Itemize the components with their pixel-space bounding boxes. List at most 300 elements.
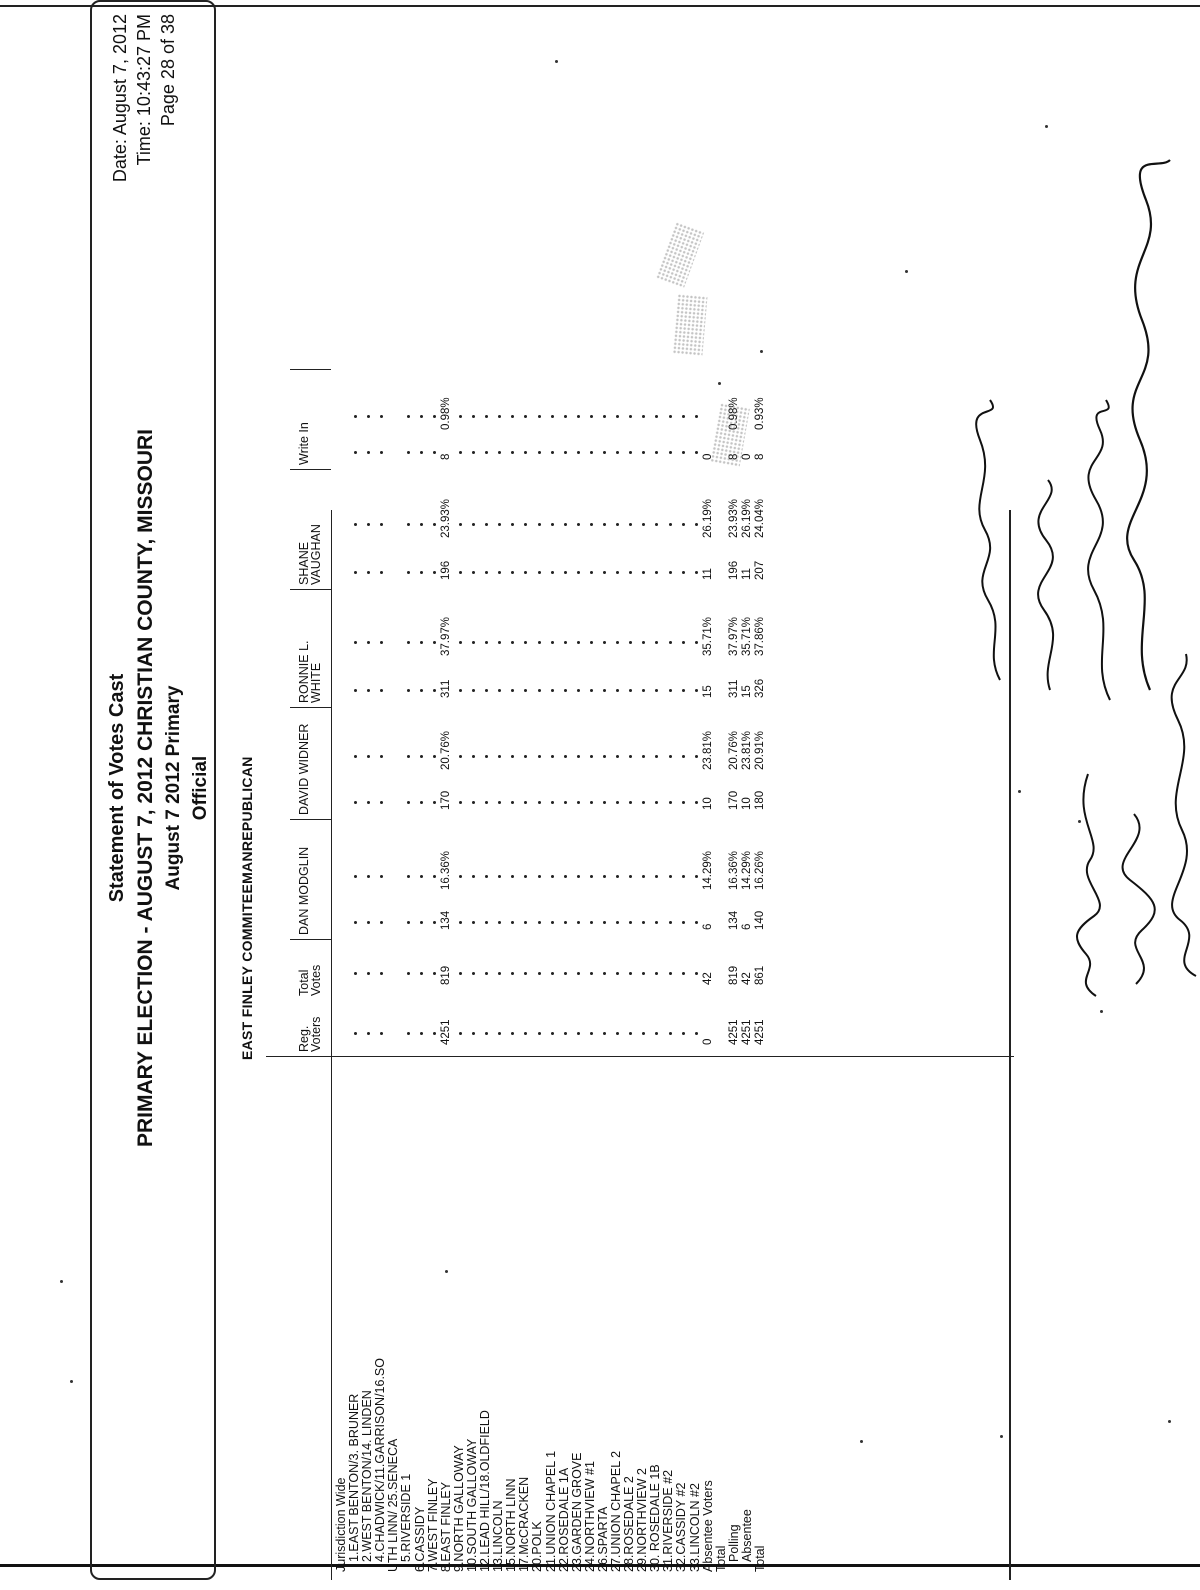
list-item: 8.EAST FINLEY	[438, 1481, 453, 1572]
candidate-votes-cell: 15	[701, 685, 714, 698]
empty-cell-dot	[590, 451, 593, 454]
empty-cell-dot	[511, 641, 514, 644]
election-subtitle: August 7 2012 Primary	[163, 685, 184, 891]
empty-cell-dot	[577, 875, 580, 878]
empty-cell-dot	[564, 571, 567, 574]
empty-cell-dot	[511, 875, 514, 878]
scan-speck	[555, 60, 558, 63]
empty-cell-dot	[577, 451, 580, 454]
empty-cell-dot	[642, 972, 645, 975]
empty-cell-dot	[472, 571, 475, 574]
table-left-rule	[266, 1056, 1014, 1057]
report-header	[90, 0, 216, 1580]
empty-cell-dot	[367, 641, 370, 644]
scan-speck	[860, 1440, 863, 1443]
empty-cell-dot	[380, 571, 383, 574]
empty-cell-dot	[420, 801, 423, 804]
empty-cell-dot	[538, 415, 541, 418]
empty-cell-dot	[629, 1032, 632, 1035]
candidate-votes-cell: 180	[754, 790, 767, 810]
list-item: Absentee Voters	[700, 1480, 715, 1572]
candidate-votes-cell: 170	[439, 790, 452, 810]
empty-cell-dot	[551, 755, 554, 758]
empty-cell-dot	[682, 641, 685, 644]
empty-cell-dot	[354, 571, 357, 574]
empty-cell-dot	[433, 415, 436, 418]
table-bottom-rule	[1009, 510, 1011, 1580]
empty-cell-dot	[577, 523, 580, 526]
empty-cell-dot	[380, 451, 383, 454]
empty-cell-dot	[367, 415, 370, 418]
empty-cell-dot	[682, 451, 685, 454]
empty-cell-dot	[380, 415, 383, 418]
candidate-percent-cell: 35.71%	[701, 616, 714, 656]
empty-cell-dot	[459, 641, 462, 644]
col-divider-5	[290, 469, 331, 470]
empty-cell-dot	[459, 972, 462, 975]
candidate-votes-cell: 196	[728, 560, 740, 580]
empty-cell-dot	[498, 415, 501, 418]
empty-cell-dot	[511, 972, 514, 975]
empty-cell-dot	[354, 801, 357, 804]
empty-cell-dot	[485, 1032, 488, 1035]
candidate-percent-cell: 0.98%	[728, 397, 740, 430]
total-votes-cell: 861	[754, 965, 767, 985]
empty-cell-dot	[603, 755, 606, 758]
empty-cell-dot	[616, 875, 619, 878]
candidate-percent-cell: 23.81%	[741, 730, 754, 770]
list-item: Polling	[726, 1524, 741, 1562]
race-title: EAST FINLEY COMMITEEMANREPUBLICAN	[239, 756, 255, 1060]
empty-cell-dot	[590, 801, 593, 804]
empty-cell-dot	[695, 641, 698, 644]
empty-cell-dot	[682, 523, 685, 526]
empty-cell-dot	[695, 801, 698, 804]
empty-cell-dot	[655, 921, 658, 924]
scan-speck	[1078, 820, 1081, 823]
empty-cell-dot	[420, 689, 423, 692]
report-time: Time: 10:43:27 PM	[134, 14, 154, 166]
empty-cell-dot	[367, 451, 370, 454]
empty-cell-dot	[642, 921, 645, 924]
scan-speck	[445, 1270, 448, 1273]
list-item: 30. ROSEDALE 1B	[648, 1464, 663, 1572]
empty-cell-dot	[511, 415, 514, 418]
empty-cell-dot	[420, 972, 423, 975]
empty-cell-dot	[590, 921, 593, 924]
empty-cell-dot	[485, 972, 488, 975]
empty-cell-dot	[655, 571, 658, 574]
empty-cell-dot	[380, 689, 383, 692]
empty-cell-dot	[603, 1032, 606, 1035]
empty-cell-dot	[354, 523, 357, 526]
empty-cell-dot	[498, 801, 501, 804]
empty-cell-dot	[564, 801, 567, 804]
list-item: Absentee	[739, 1509, 754, 1562]
empty-cell-dot	[629, 415, 632, 418]
empty-cell-dot	[655, 641, 658, 644]
empty-cell-dot	[485, 523, 488, 526]
candidate-percent-cell: 0.98%	[439, 397, 452, 430]
empty-cell-dot	[354, 415, 357, 418]
empty-cell-dot	[655, 875, 658, 878]
candidate-header-write-in: Write In	[297, 422, 311, 465]
empty-cell-dot	[367, 972, 370, 975]
list-item: 1.EAST BENTON/3. BRUNER	[347, 1393, 362, 1562]
empty-cell-dot	[655, 1032, 658, 1035]
empty-cell-dot	[472, 801, 475, 804]
list-item: 22.ROSEDALE 1A	[556, 1467, 571, 1572]
empty-cell-dot	[485, 689, 488, 692]
empty-cell-dot	[498, 755, 501, 758]
list-item: 13.LINCOLN	[491, 1500, 506, 1572]
reg-voters-cell: 4251	[754, 1019, 767, 1045]
candidate-votes-cell: 10	[741, 797, 754, 810]
candidate-percent-cell: 16.36%	[439, 850, 452, 890]
empty-cell-dot	[616, 523, 619, 526]
empty-cell-dot	[564, 641, 567, 644]
empty-cell-dot	[420, 523, 423, 526]
empty-cell-dot	[551, 801, 554, 804]
empty-cell-dot	[564, 875, 567, 878]
empty-cell-dot	[603, 641, 606, 644]
col-divider-3	[290, 707, 331, 708]
empty-cell-dot	[577, 689, 580, 692]
empty-cell-dot	[642, 641, 645, 644]
page-number: Page 28 of 38	[158, 14, 178, 127]
candidate-votes-cell: 196	[439, 560, 452, 580]
empty-cell-dot	[472, 875, 475, 878]
empty-cell-dot	[564, 523, 567, 526]
empty-cell-dot	[433, 755, 436, 758]
empty-cell-dot	[498, 972, 501, 975]
empty-cell-dot	[629, 972, 632, 975]
empty-cell-dot	[433, 451, 436, 454]
empty-cell-dot	[524, 755, 527, 758]
empty-cell-dot	[367, 755, 370, 758]
empty-cell-dot	[420, 415, 423, 418]
candidate-percent-cell: 20.76%	[728, 730, 740, 770]
empty-cell-dot	[472, 689, 475, 692]
empty-cell-dot	[551, 641, 554, 644]
list-item: 2.WEST BENTON/14. LINDEN	[360, 1390, 375, 1562]
empty-cell-dot	[485, 415, 488, 418]
empty-cell-dot	[682, 571, 685, 574]
empty-cell-dot	[367, 689, 370, 692]
empty-cell-dot	[629, 755, 632, 758]
list-item: 27.UNION CHAPEL 2	[608, 1450, 623, 1572]
empty-cell-dot	[433, 875, 436, 878]
report-title: Statement of Votes Cast	[106, 673, 128, 903]
empty-cell-dot	[682, 921, 685, 924]
empty-cell-dot	[538, 641, 541, 644]
empty-cell-dot	[616, 641, 619, 644]
total-votes-cell: 42	[741, 972, 754, 985]
candidate-votes-cell: 0	[741, 453, 754, 460]
empty-cell-dot	[433, 523, 436, 526]
empty-cell-dot	[577, 641, 580, 644]
empty-cell-dot	[407, 641, 410, 644]
empty-cell-dot	[669, 921, 672, 924]
candidate-percent-cell: 0.93%	[754, 397, 767, 430]
candidate-votes-cell: 134	[728, 910, 740, 930]
scan-speck	[1018, 790, 1021, 793]
empty-cell-dot	[420, 451, 423, 454]
empty-cell-dot	[524, 1032, 527, 1035]
empty-cell-dot	[564, 451, 567, 454]
empty-cell-dot	[354, 875, 357, 878]
empty-cell-dot	[655, 689, 658, 692]
col-divider-1	[290, 939, 331, 940]
empty-cell-dot	[590, 972, 593, 975]
empty-cell-dot	[669, 641, 672, 644]
empty-cell-dot	[577, 415, 580, 418]
scan-speck	[60, 1280, 63, 1283]
scan-speck	[905, 270, 908, 273]
empty-cell-dot	[590, 689, 593, 692]
empty-cell-dot	[603, 972, 606, 975]
empty-cell-dot	[407, 972, 410, 975]
signature-1	[1066, 770, 1115, 1000]
empty-cell-dot	[380, 801, 383, 804]
election-title: PRIMARY ELECTION - AUGUST 7, 2012 CHRISTIAN COUNTY, MISSOURI	[134, 429, 157, 1147]
empty-cell-dot	[472, 641, 475, 644]
empty-cell-dot	[590, 755, 593, 758]
empty-cell-dot	[655, 801, 658, 804]
list-item: 10.SOUTH GALLOWAY	[464, 1438, 479, 1572]
candidate-votes-cell: 15	[741, 685, 754, 698]
empty-cell-dot	[603, 875, 606, 878]
empty-cell-dot	[629, 451, 632, 454]
empty-cell-dot	[655, 755, 658, 758]
empty-cell-dot	[524, 451, 527, 454]
list-item: Total	[753, 1545, 767, 1572]
empty-cell-dot	[485, 801, 488, 804]
empty-cell-dot	[472, 451, 475, 454]
empty-cell-dot	[420, 755, 423, 758]
empty-cell-dot	[682, 875, 685, 878]
empty-cell-dot	[629, 921, 632, 924]
candidate-percent-cell: 20.76%	[439, 730, 452, 770]
empty-cell-dot	[616, 755, 619, 758]
empty-cell-dot	[511, 523, 514, 526]
empty-cell-dot	[669, 875, 672, 878]
empty-cell-dot	[695, 875, 698, 878]
empty-cell-dot	[407, 523, 410, 526]
empty-cell-dot	[498, 571, 501, 574]
empty-cell-dot	[538, 523, 541, 526]
empty-cell-dot	[472, 415, 475, 418]
empty-cell-dot	[524, 571, 527, 574]
scan-speck	[760, 350, 763, 353]
empty-cell-dot	[459, 1032, 462, 1035]
reg-voters-cell: 0	[701, 1038, 714, 1045]
empty-cell-dot	[669, 415, 672, 418]
empty-cell-dot	[564, 972, 567, 975]
empty-cell-dot	[538, 1032, 541, 1035]
candidate-percent-cell: 14.29%	[701, 850, 714, 890]
list-item: Jurisdiction Wide	[334, 1477, 348, 1572]
empty-cell-dot	[564, 1032, 567, 1035]
scan-speck	[1045, 125, 1048, 128]
empty-cell-dot	[629, 875, 632, 878]
empty-cell-dot	[655, 415, 658, 418]
candidate-percent-cell: 37.86%	[754, 616, 767, 656]
empty-cell-dot	[433, 801, 436, 804]
signature-scribble-1	[1066, 770, 1106, 1000]
total-votes-header: Total Votes	[297, 964, 323, 996]
empty-cell-dot	[459, 801, 462, 804]
empty-cell-dot	[629, 689, 632, 692]
empty-cell-dot	[524, 921, 527, 924]
empty-cell-dot	[354, 1032, 357, 1035]
empty-cell-dot	[420, 641, 423, 644]
list-item: 24.NORTHVIEW #1	[582, 1461, 597, 1572]
empty-cell-dot	[498, 921, 501, 924]
empty-cell-dot	[538, 875, 541, 878]
empty-cell-dot	[564, 755, 567, 758]
empty-cell-dot	[616, 1032, 619, 1035]
empty-cell-dot	[695, 689, 698, 692]
empty-cell-dot	[642, 689, 645, 692]
candidate-percent-cell: 26.19%	[741, 498, 754, 538]
empty-cell-dot	[551, 689, 554, 692]
empty-cell-dot	[420, 571, 423, 574]
empty-cell-dot	[498, 641, 501, 644]
empty-cell-dot	[511, 689, 514, 692]
empty-cell-dot	[407, 801, 410, 804]
candidate-votes-cell: 207	[754, 560, 767, 580]
empty-cell-dot	[616, 801, 619, 804]
official-label: Official	[190, 755, 211, 821]
empty-cell-dot	[616, 451, 619, 454]
scan-speck	[718, 382, 721, 385]
candidate-percent-cell: 23.93%	[439, 498, 452, 538]
empty-cell-dot	[629, 641, 632, 644]
empty-cell-dot	[642, 451, 645, 454]
empty-cell-dot	[590, 641, 593, 644]
empty-cell-dot	[485, 755, 488, 758]
candidate-percent-cell: 16.36%	[728, 850, 740, 890]
empty-cell-dot	[551, 451, 554, 454]
empty-cell-dot	[498, 451, 501, 454]
empty-cell-dot	[485, 921, 488, 924]
candidate-percent-cell: 37.97%	[728, 616, 740, 656]
empty-cell-dot	[420, 875, 423, 878]
col-divider-2	[290, 819, 331, 820]
empty-cell-dot	[616, 972, 619, 975]
candidate-votes-cell: 170	[728, 790, 740, 810]
candidate-percent-cell: 26.19%	[701, 498, 714, 538]
empty-cell-dot	[459, 571, 462, 574]
empty-cell-dot	[472, 755, 475, 758]
empty-cell-dot	[354, 972, 357, 975]
empty-cell-dot	[524, 801, 527, 804]
empty-cell-dot	[433, 1032, 436, 1035]
list-item: 5.RIVERSIDE 1	[399, 1473, 414, 1562]
list-item: 12.LEAD HILL/18.OLDFIELD	[478, 1410, 493, 1572]
empty-cell-dot	[538, 921, 541, 924]
candidate-votes-cell: 311	[439, 679, 452, 698]
empty-cell-dot	[629, 801, 632, 804]
candidate-votes-cell: 6	[701, 923, 714, 930]
empty-cell-dot	[695, 1032, 698, 1035]
empty-cell-dot	[485, 875, 488, 878]
empty-cell-dot	[616, 571, 619, 574]
header-rule	[331, 510, 332, 1580]
empty-cell-dot	[590, 415, 593, 418]
list-item: 9.NORTH GALLOWAY	[451, 1445, 466, 1572]
empty-cell-dot	[380, 755, 383, 758]
empty-cell-dot	[564, 689, 567, 692]
empty-cell-dot	[472, 1032, 475, 1035]
empty-cell-dot	[511, 755, 514, 758]
empty-cell-dot	[472, 972, 475, 975]
total-votes-cell: 42	[701, 972, 714, 985]
empty-cell-dot	[538, 972, 541, 975]
reg-voters-cell: 4251	[741, 1019, 754, 1045]
empty-cell-dot	[551, 523, 554, 526]
empty-cell-dot	[682, 1032, 685, 1035]
empty-cell-dot	[511, 801, 514, 804]
empty-cell-dot	[564, 921, 567, 924]
empty-cell-dot	[642, 415, 645, 418]
empty-cell-dot	[354, 641, 357, 644]
candidate-votes-cell: 11	[741, 568, 754, 580]
candidate-percent-cell: 14.29%	[741, 850, 754, 890]
empty-cell-dot	[407, 451, 410, 454]
empty-cell-dot	[669, 801, 672, 804]
empty-cell-dot	[538, 451, 541, 454]
candidate-votes-cell: 8	[728, 453, 740, 460]
empty-cell-dot	[695, 415, 698, 418]
empty-cell-dot	[459, 523, 462, 526]
reg-voters-header: Reg. Voters	[297, 1016, 323, 1052]
empty-cell-dot	[433, 972, 436, 975]
empty-cell-dot	[603, 415, 606, 418]
empty-cell-dot	[538, 689, 541, 692]
empty-cell-dot	[485, 451, 488, 454]
empty-cell-dot	[669, 571, 672, 574]
empty-cell-dot	[642, 571, 645, 574]
empty-cell-dot	[682, 972, 685, 975]
empty-cell-dot	[511, 1032, 514, 1035]
empty-cell-dot	[511, 921, 514, 924]
candidate-percent-cell: 23.93%	[728, 498, 740, 538]
candidate-votes-cell: 6	[741, 923, 754, 930]
empty-cell-dot	[380, 875, 383, 878]
empty-cell-dot	[603, 523, 606, 526]
signature-scribble-3	[1162, 650, 1200, 980]
empty-cell-dot	[380, 1032, 383, 1035]
empty-cell-dot	[433, 689, 436, 692]
empty-cell-dot	[695, 523, 698, 526]
empty-cell-dot	[695, 755, 698, 758]
empty-cell-dot	[642, 801, 645, 804]
empty-cell-dot	[616, 689, 619, 692]
candidate-votes-cell: 10	[701, 797, 714, 810]
candidate-votes-cell: 140	[754, 910, 767, 930]
candidate-votes-cell: 134	[439, 910, 452, 930]
empty-cell-dot	[485, 571, 488, 574]
scan-speck	[1000, 1435, 1003, 1438]
empty-cell-dot	[524, 689, 527, 692]
jurisdiction-list	[335, 1162, 767, 1572]
total-votes-cell: 819	[728, 965, 740, 985]
list-item: 23.GARDEN GROVE	[569, 1452, 584, 1572]
reg-voters-cell: 4251	[728, 1019, 740, 1045]
candidate-votes-cell: 311	[728, 679, 740, 698]
